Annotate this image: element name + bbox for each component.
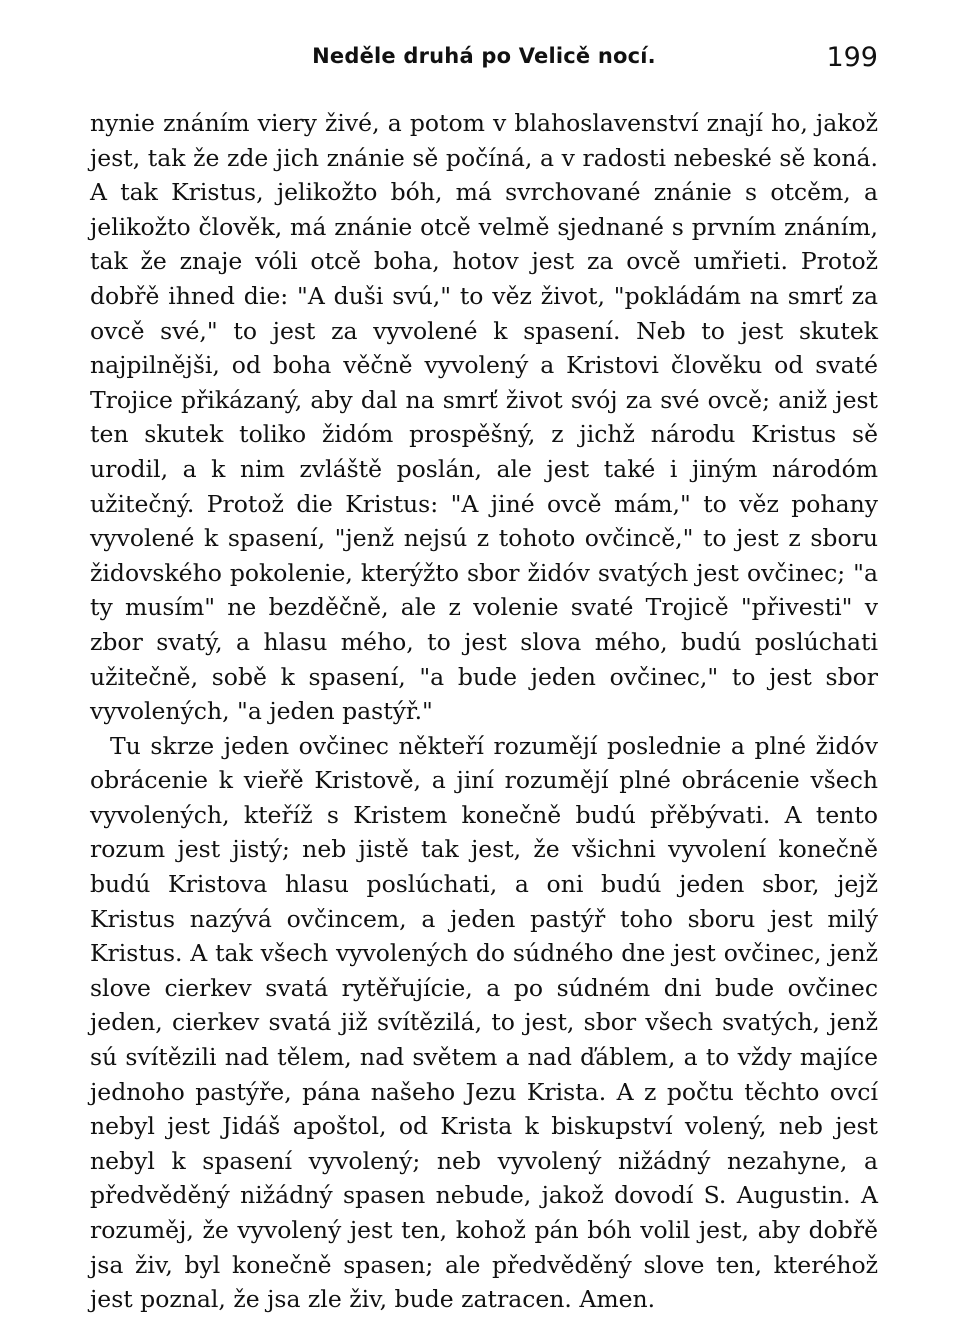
body-text (90, 106, 878, 1317)
paragraph: Tu skrze jeden ovčinec někteří rozumějí poslednie a plné židóv obrácenie k vieřě Kristově, a jiní rozumějí plné obrácenie všech vyvolených, kteříž s Kristem konečně budú přěbývati. A tento rozum jest jistý; neb jistě tak jest, že všichni vyvolení konečně budú Kristova hlasu poslúchati, a oni budú jeden sbor, jejž Kristus nazývá ovčincem, a jeden pastýř toho sboru jest milý Kristus. A tak všech vyvolených do súdného dne jest ovčinec, jenž slove cierkev svatá rytěřujície, a po súdném dni bude ovčinec jeden, cierkev svatá již svítězilá, to jest, sbor všech svatých, jenž sú svítězili nad tělem, nad světem a nad ďáblem, a to vždy majíce jednoho pastýře, pána našeho Jezu Krista. A z počtu těchto ovcí nebyl jest Jidáš apoštol, od Krista k biskupství volený, neb jest nebyl k spasení vyvolený; neb vyvolený nižádný nezahyne, a předvěděný nižádný spasen nebude, jakož dovodí S. Augustin. A rozuměj, že vyvolený jest ten, kohož pán bóh volil jest, aby dobřě jsa živ, byl konečně spasen; ale předvěděný slove ten, kteréhož jest poznal, že jsa zle živ, bude zatracen. Amen. (90, 731, 878, 1314)
running-head (90, 40, 878, 80)
page-number: 199 (826, 42, 878, 73)
running-title: Neděle druhá po Velicě nocí. (312, 44, 656, 68)
paragraph: nynie znáním viery živé, a potom v blahoslavenství znají ho, jakož jest, tak že zde jich znánie sě počíná, a v radosti nebeské sě koná. A tak Kristus, jelikožto bóh, má svrchované znánie s otcěm, a jelikožto člověk, má znánie otcě velmě sjednané s prvním znáním, tak že znaje vóli otcě boha, hotov jest za ovcě umřieti. Protož dobřě ihned die: "A duši svú," to věz život, "pokládám na smrť za ovcě své," to jest za vyvolené k spasení. Neb to jest skutek najpilnějši, od boha věčně vyvolený a Kristovi člověku od svaté Trojice přikázaný, aby dal na smrť život svój za své ovcě; aniž jest ten skutek toliko židóm prospěšný, z jichž národu Kristus sě urodil, a k nim zvláště poslán, ale jest také i jiným národóm užitečný. Protož die Kristus: "A jiné ovcě mám," to věz pohany vyvolené k spasení, "jenž nejsú z tohoto ovčincě," to jest z sboru židovského pokolenie, kterýžto sbor židóv svatých jest ovčinec; "a ty musím" ne bezděčně, ale z volenie svaté Trojicě "přivesti" v zbor svatý, a hlasu mého, to jest slova mého, budú poslúchati užitečně, sobě k spasení, "a bude jeden ovčinec," to jest sbor vyvolených, "a jeden pastýř." (90, 109, 878, 726)
book-page (90, 40, 878, 1317)
